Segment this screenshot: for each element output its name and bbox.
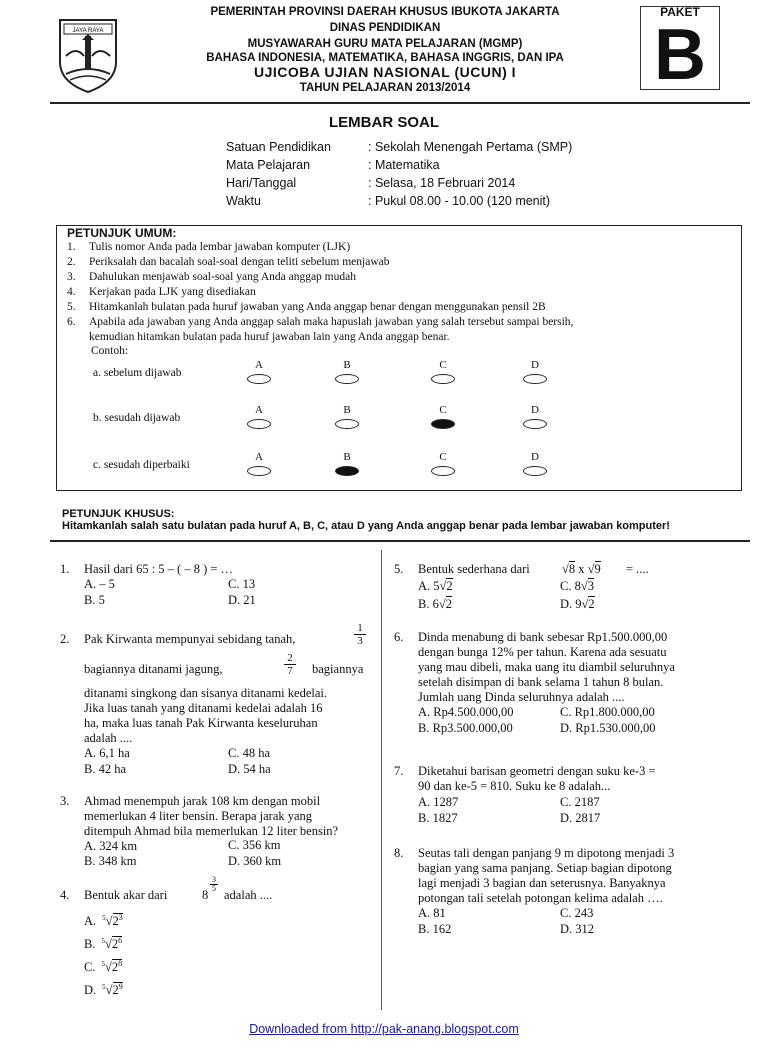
info-value: : Pukul 08.00 - 10.00 (120 menit): [368, 194, 551, 208]
instruction-text: kemudian hitamkan bulatan pada huruf jawaban lain yang Anda anggap benar.: [89, 331, 450, 343]
option-d: D. 360 km: [228, 854, 282, 868]
option-d: D. 54 ha: [228, 762, 271, 776]
sqrt-symbol: √: [562, 562, 569, 576]
option-b: B. 6√2: [418, 597, 452, 611]
example-heading: Contoh:: [91, 345, 129, 357]
radicand: 9: [594, 562, 601, 576]
option-c: C. 356 km: [228, 838, 281, 852]
instruction-number: 2.: [67, 256, 76, 268]
question-text: Dinda menabung di bank sebesar Rp1.500.000,00: [418, 630, 668, 644]
info-key: Waktu: [226, 194, 261, 208]
paket-box: [640, 5, 720, 95]
option-d: D. 2817: [560, 811, 601, 825]
filled-answer-bubble: [335, 466, 359, 476]
option-d: D. Rp1.530.000,00: [560, 721, 656, 735]
example-label: c. sesudah diperbaiki: [93, 459, 190, 471]
header-line-3: MUSYAWARAH GURU MATA PELAJARAN (MGMP): [247, 38, 523, 50]
empty-answer-bubble: [247, 419, 271, 429]
example-option-letter: B: [343, 404, 351, 416]
option-label: C.: [84, 960, 96, 975]
question-text: ditanami singkong dan sisanya ditanami kedelai.: [84, 686, 327, 700]
option-a: A. 324 km: [84, 839, 138, 853]
question-text: Bentuk akar dari: [84, 888, 168, 902]
special-instructions-title: PETUNJUK KHUSUS:: [62, 508, 175, 520]
question-7: [394, 764, 714, 830]
instruction-text: Dahulukan menjawab soal-soal yang Anda anggap mudah: [89, 271, 356, 283]
question-text: Pak Kirwanta mempunyai sebidang tanah,: [84, 632, 296, 646]
radicand-exponent: 6: [118, 936, 123, 945]
instruction-item: [67, 240, 350, 254]
question-text: Diketahui barisan geometri dengan suku ke-3 =: [418, 764, 656, 778]
empty-answer-bubble: [335, 419, 359, 429]
option-b: B. 348 km: [84, 854, 137, 868]
example-option-letter: C: [439, 404, 447, 416]
info-value: : Selasa, 18 Februari 2014: [368, 176, 516, 190]
option-b: B. 1827: [418, 811, 458, 825]
header-divider: [50, 102, 750, 104]
radicand: [112, 959, 122, 974]
radicand-exponent: 3: [118, 913, 123, 922]
option-b: B. Rp3.500.000,00: [418, 721, 513, 735]
option-c: C. 13: [228, 577, 256, 591]
example-option-letter: A: [255, 359, 263, 371]
option-c: C. 243: [560, 906, 594, 920]
option-d: D. 21: [228, 593, 256, 607]
header-line-5: UJICOBA UJIAN NASIONAL (UCUN) I: [253, 64, 517, 80]
radicand-base: 2: [111, 960, 119, 975]
general-instructions-title: PETUNJUK UMUM:: [67, 226, 177, 240]
fraction-1: [354, 622, 366, 647]
option-c: C. Rp1.800.000,00: [560, 705, 655, 719]
example-option-letter: D: [531, 451, 539, 463]
instruction-number: 1.: [67, 241, 76, 253]
question-text: bagiannya ditanami jagung,: [84, 662, 223, 676]
option-label: B. 6: [418, 597, 439, 611]
option-d: [84, 979, 123, 998]
question-text: bagiannya: [312, 662, 364, 676]
empty-answer-bubble: [335, 374, 359, 384]
logo-text: JAYA RAYA: [72, 28, 104, 34]
paket-letter: B: [654, 15, 706, 95]
question-text: ditempuh Ahmad bila memerlukan 12 liter bensin?: [84, 824, 339, 838]
question-number: 3.: [60, 794, 70, 808]
question-8: [394, 846, 714, 946]
option-radicand: 2: [446, 579, 453, 593]
general-instructions-box: [56, 225, 742, 491]
example-option-letter: D: [531, 359, 539, 371]
option-label: A. 5: [418, 579, 440, 593]
instruction-number: 6.: [67, 316, 76, 328]
option-c: C. 2187: [560, 795, 600, 809]
info-key: Mata Pelajaran: [226, 158, 311, 172]
question-text: bagian yang sama panjang. Setiap bagian dipotong: [418, 861, 672, 875]
option-c: C. 48 ha: [228, 746, 271, 760]
filled-answer-bubble: [431, 419, 455, 429]
option-label: A.: [84, 914, 97, 929]
question-4: [60, 876, 378, 1001]
example-option-letter: A: [255, 451, 263, 463]
instruction-item: [67, 315, 573, 329]
radical-expression: [562, 562, 601, 577]
radicand: 8: [568, 562, 576, 576]
dki-jakarta-logo: [56, 16, 120, 94]
option-label: C. 8: [560, 579, 581, 593]
empty-answer-bubble: [431, 374, 455, 384]
question-text: setelah disimpan di bank selama 1 tahun 8 bulan.: [418, 675, 664, 689]
root-symbol: √: [105, 983, 113, 998]
info-key: Hari/Tanggal: [226, 176, 297, 190]
option-radicand: 2: [445, 597, 452, 611]
power-base: 8: [202, 888, 209, 902]
instruction-text: Tulis nomor Anda pada lembar jawaban komputer (LJK): [89, 241, 351, 253]
option-b: B. 42 ha: [84, 762, 127, 776]
question-number: 7.: [394, 764, 404, 778]
option-a: A. – 5: [84, 577, 115, 591]
root-symbol: √: [104, 960, 112, 975]
question-text: Bentuk sederhana dari: [418, 562, 530, 576]
empty-answer-bubble: [247, 466, 271, 476]
instruction-item: [67, 330, 450, 344]
question-2: [60, 622, 378, 782]
option-c: C. 8√3: [560, 579, 594, 593]
question-text: Jika luas tanah yang ditanami kedelai adalah 16: [84, 701, 323, 715]
radicand: [112, 936, 122, 951]
option-b: [84, 933, 122, 952]
radicand-base: 2: [111, 937, 119, 952]
root-index: 5: [102, 983, 106, 991]
radicand-base: 2: [112, 983, 119, 998]
option-label: D.: [84, 983, 97, 998]
instruction-number: 5.: [67, 301, 76, 313]
question-text: 90 dan ke-5 = 810. Suku ke 8 adalah...: [418, 779, 611, 793]
root-index: 5: [102, 914, 106, 922]
header-line-6: TAHUN PELAJARAN 2013/2014: [299, 82, 471, 94]
question-text: ha, maka luas tanah Pak Kirwanta keseluruhan: [84, 716, 318, 730]
instruction-item: [67, 270, 356, 284]
question-6: [394, 630, 714, 748]
sqrt-symbol: √: [587, 562, 595, 576]
question-text: yang mau dibeli, maka uang itu diambil seluruhnya: [418, 660, 675, 674]
info-key: Satuan Pendidikan: [226, 140, 331, 154]
question-text: lagi menjadi 3 bagian dan seterusnya. Banyaknya: [418, 876, 666, 890]
info-value: : Matematika: [368, 158, 440, 172]
question-3: [60, 794, 378, 874]
power-exponent: [210, 876, 218, 893]
example-option-letter: B: [343, 359, 351, 371]
info-value: : Sekolah Menengah Pertama (SMP): [368, 140, 573, 154]
question-number: 4.: [60, 888, 70, 902]
header-line-1: PEMERINTAH PROVINSI DAERAH KHUSUS IBUKOTA JAKARTA: [210, 6, 560, 18]
instruction-text: Periksalah dan bacalah soal-soal dengan teliti sebelum menjawab: [89, 256, 390, 268]
option-radicand: 3: [587, 579, 594, 593]
question-text: Ahmad menempuh jarak 108 km dengan mobil: [84, 794, 321, 808]
radicand-exponent: 9: [118, 982, 123, 991]
empty-answer-bubble: [431, 466, 455, 476]
option-a: [84, 910, 123, 929]
page-title: LEMBAR SOAL: [329, 114, 439, 131]
radicand: [113, 913, 123, 928]
question-text: dengan bunga 12% per tahun. Karena ada sesuatu: [418, 645, 667, 659]
example-label: b. sesudah dijawab: [93, 412, 181, 424]
root-symbol: √: [105, 914, 113, 929]
question-number: 1.: [60, 562, 70, 576]
example-label: a. sebelum dijawab: [93, 367, 182, 379]
option-radicand: 2: [588, 597, 595, 611]
option-b: B. 162: [418, 922, 452, 936]
exponent-denominator: 5: [212, 884, 216, 893]
option-a: A. 5√2: [418, 579, 453, 593]
option-b: B. 5: [84, 593, 105, 607]
question-number: 2.: [60, 632, 70, 646]
option-a: A. Rp4.500.000,00: [418, 705, 514, 719]
empty-answer-bubble: [523, 374, 547, 384]
instruction-number: 3.: [67, 271, 76, 283]
exponent-numerator: 3: [212, 875, 216, 884]
paket-label: PAKET: [660, 5, 700, 19]
instruction-item: [67, 255, 390, 269]
example-option-letter: C: [439, 451, 447, 463]
column-divider: [381, 550, 382, 1010]
empty-answer-bubble: [247, 374, 271, 384]
question-text: = ....: [626, 562, 649, 576]
empty-answer-bubble: [523, 466, 547, 476]
section-divider: [50, 540, 750, 542]
question-text: adalah ....: [224, 888, 273, 902]
instruction-text: Hitamkanlah bulatan pada huruf jawaban yang Anda anggap benar dengan menggunakan pensil 2B: [89, 301, 546, 313]
header-line-4: BAHASA INDONESIA, MATEMATIKA, BAHASA INGGRIS, DAN IPA: [206, 52, 564, 64]
radicand-exponent: 8: [118, 959, 123, 968]
option-label: B.: [84, 937, 96, 952]
root-symbol: √: [104, 937, 112, 952]
option-d: D. 312: [560, 922, 595, 936]
header-line-2: DINAS PENDIDIKAN: [329, 22, 441, 34]
instruction-text: Apabila ada jawaban yang Anda anggap salah maka hapuslah jawaban yang salah tersebut sampai bersih,: [89, 316, 574, 328]
example-option-letter: D: [531, 404, 539, 416]
instruction-text: Kerjakan pada LJK yang disediakan: [89, 286, 256, 298]
question-text: Jumlah uang Dinda seluruhnya adalah ....: [418, 690, 625, 704]
option-d: D. 9√2: [560, 597, 595, 611]
instruction-item: [67, 300, 546, 314]
fraction-denominator: 3: [354, 634, 366, 647]
option-a: A. 81: [418, 906, 446, 920]
radicand: [113, 982, 123, 997]
special-instructions-text: Hitamkanlah salah satu bulatan pada huruf A, B, C, atau D yang Anda anggap benar pada lembar jawaban komputer!: [62, 520, 670, 532]
question-text: Hasil dari 65 : 5 – ( – 8 ) = …: [84, 562, 234, 576]
example-option-letter: A: [255, 404, 263, 416]
question-text: potongan tali setelah potongan kelima adalah ….: [418, 891, 663, 905]
fraction-denominator: 7: [284, 664, 296, 677]
question-text: memerlukan 4 liter bensin. Berapa jarak yang: [84, 809, 313, 823]
fraction-numerator: 1: [357, 622, 363, 634]
root-index: 5: [101, 960, 105, 968]
question-number: 8.: [394, 846, 404, 860]
option-c: [84, 956, 122, 975]
instruction-item: [67, 285, 256, 299]
option-label: D. 9: [560, 597, 582, 611]
question-number: 6.: [394, 630, 404, 644]
download-source-link[interactable]: Downloaded from http://pak-anang.blogspot.com: [249, 1022, 519, 1036]
empty-answer-bubble: [523, 419, 547, 429]
question-1: [60, 562, 370, 612]
example-option-letter: C: [439, 359, 447, 371]
option-a: A. 1287: [418, 795, 459, 809]
instruction-number: 4.: [67, 286, 76, 298]
option-a: A. 6,1 ha: [84, 746, 130, 760]
radicand-base: 2: [112, 914, 119, 929]
question-5: [394, 562, 714, 614]
root-index: 5: [101, 937, 105, 945]
question-text: adalah ....: [84, 731, 133, 745]
example-option-letter: B: [343, 451, 351, 463]
question-text: Seutas tali dengan panjang 9 m dipotong menjadi 3: [418, 846, 675, 860]
fraction-2: [284, 652, 296, 677]
fraction-numerator: 2: [287, 652, 293, 664]
question-number: 5.: [394, 562, 404, 576]
times-sign: x: [578, 562, 585, 576]
